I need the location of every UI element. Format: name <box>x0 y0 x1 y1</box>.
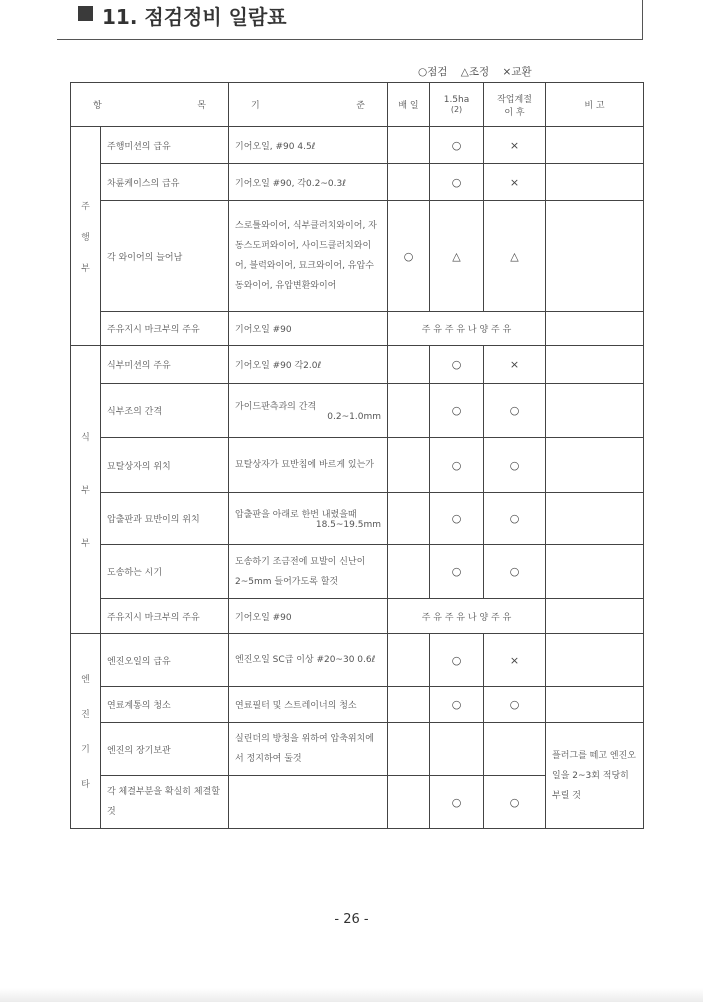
table-row <box>71 599 644 634</box>
inspection-table <box>70 82 644 829</box>
row-item: 주행미션의 급유 <box>101 127 229 164</box>
table-row: 각 체결부분을 확실히 체결할 것 ○ ○ <box>71 776 644 829</box>
row-standard: 실린더의 방청을 위하여 압축위치에서 정지하여 둘것 <box>229 723 388 776</box>
row-standard: 가이드판측과의 간격 0.2~1.0mm <box>229 384 388 438</box>
row-item: 식부조의 간격 <box>101 384 229 438</box>
table-row: 식 부 부 식부미션의 주유 기어오일 #90 각2.0ℓ ○ × <box>71 346 644 384</box>
row-standard: 기어오일 #90 각2.0ℓ <box>229 346 388 384</box>
oil-note: 주 유 주 유 나 양 주 유 <box>388 312 546 346</box>
header-remarks: 비 고 <box>546 83 644 127</box>
row-standard: 스로틀와이어, 식부클러치와이어, 자동스도퍼와이어, 사이드클러치와이어, 블럭와이어, 묘크와이어, 유압수동와이어, 유압변환와이어 <box>229 201 388 312</box>
table-row: 주 행 부 주행미션의 급유 기어오일, #90 4.5ℓ ○ × <box>71 127 644 164</box>
table-row <box>71 723 644 776</box>
row-item: 엔진오일의 급유 <box>101 634 229 687</box>
row-item: 연료계통의 청소 <box>101 687 229 723</box>
row-item: 도송하는 시기 <box>101 545 229 599</box>
row-standard: 묘탈상자가 묘반침에 바르게 있는가 <box>229 438 388 493</box>
row-item: 차륜케이스의 급유 <box>101 164 229 201</box>
row-item: 주유지시 마크부의 주유 <box>101 599 229 634</box>
header-item: 항 목 <box>71 83 229 127</box>
page-title: 11. 점검정비 일람표 <box>102 5 287 29</box>
header-first-period: 1.5ha (2) <box>430 83 484 127</box>
row-standard: 기어오일 #90 <box>229 312 388 346</box>
page-number: - 26 - <box>334 912 369 927</box>
row-item: 압출판과 묘반이의 위치 <box>101 493 229 545</box>
row-item: 주유지시 마크부의 주유 <box>101 312 229 346</box>
legend-inspect: ○점검 <box>418 66 448 78</box>
row-standard: 도송하기 조금전에 묘발이 신난이 2~5mm 들어가도록 할것 <box>229 545 388 599</box>
row-standard <box>229 776 388 829</box>
table-row: 엔 진 기 타 엔진오일의 급유 엔진오일 SC급 이상 #20~30 0.6ℓ ○ × <box>71 634 644 687</box>
oil-note: 주 유 주 유 나 양 주 유 <box>388 599 546 634</box>
row-item: 묘탈상자의 위치 <box>101 438 229 493</box>
scan-edge <box>0 988 703 1002</box>
row-item: 식부미션의 주유 <box>101 346 229 384</box>
row-item: 엔진의 장기보관 <box>101 723 229 776</box>
legend-adjust: △조정 <box>460 66 490 78</box>
legend-replace: ×교환 <box>502 66 532 78</box>
section-engine: 엔 진 기 타 <box>71 634 101 829</box>
table-row <box>71 312 644 346</box>
row-standard: 기어오일 #90, 각0.2~0.3ℓ <box>229 164 388 201</box>
legend <box>418 64 542 79</box>
table-row: 압출판과 묘반이의 위치 압출판을 아래로 한번 내렸을때 18.5~19.5mm ○ ○ <box>71 493 644 545</box>
table-row: 도송하는 시기 도송하기 조금전에 묘발이 신난이 2~5mm 들어가도록 할것 ○ ○ <box>71 545 644 599</box>
remark-engine: 플러그를 떼고 엔진오일을 2~3회 적당히 부릴 것 <box>546 723 644 829</box>
row-item: 각 와이어의 늘어남 <box>101 201 229 312</box>
row-standard: 기어오일, #90 4.5ℓ <box>229 127 388 164</box>
table-row: 식부조의 간격 가이드판측과의 간격 0.2~1.0mm ○ ○ <box>71 384 644 438</box>
row-standard: 엔진오일 SC급 이상 #20~30 0.6ℓ <box>229 634 388 687</box>
table-row: 묘탈상자의 위치 묘탈상자가 묘반침에 바르게 있는가 ○ ○ <box>71 438 644 493</box>
row-standard: 기어오일 #90 <box>229 599 388 634</box>
section-planting: 식 부 부 <box>71 346 101 634</box>
header-standard: 기 준 <box>229 83 388 127</box>
table-header-row <box>71 83 644 127</box>
row-standard: 연료필터 및 스트레이너의 청소 <box>229 687 388 723</box>
table-row: 차륜케이스의 급유 기어오일 #90, 각0.2~0.3ℓ ○ × <box>71 164 644 201</box>
title-square-icon <box>78 6 93 21</box>
table-row: 각 와이어의 늘어남 스로틀와이어, 식부클러치와이어, 자동스도퍼와이어, 사이드클러치와이어, 블럭와이어, 묘크와이어, 유압수동와이어, 유압변환와이어 ○ △ △ <box>71 201 644 312</box>
row-standard: 압출판을 아래로 한번 내렸을때 18.5~19.5mm <box>229 493 388 545</box>
section-travel: 주 행 부 <box>71 127 101 346</box>
header-delivery: 배 일 <box>388 83 430 127</box>
table-row: 연료계통의 청소 연료필터 및 스트레이너의 청소 ○ ○ <box>71 687 644 723</box>
header-work-period: 작업계절 이 후 <box>484 83 546 127</box>
row-item: 각 체결부분을 확실히 체결할 것 <box>101 776 229 829</box>
